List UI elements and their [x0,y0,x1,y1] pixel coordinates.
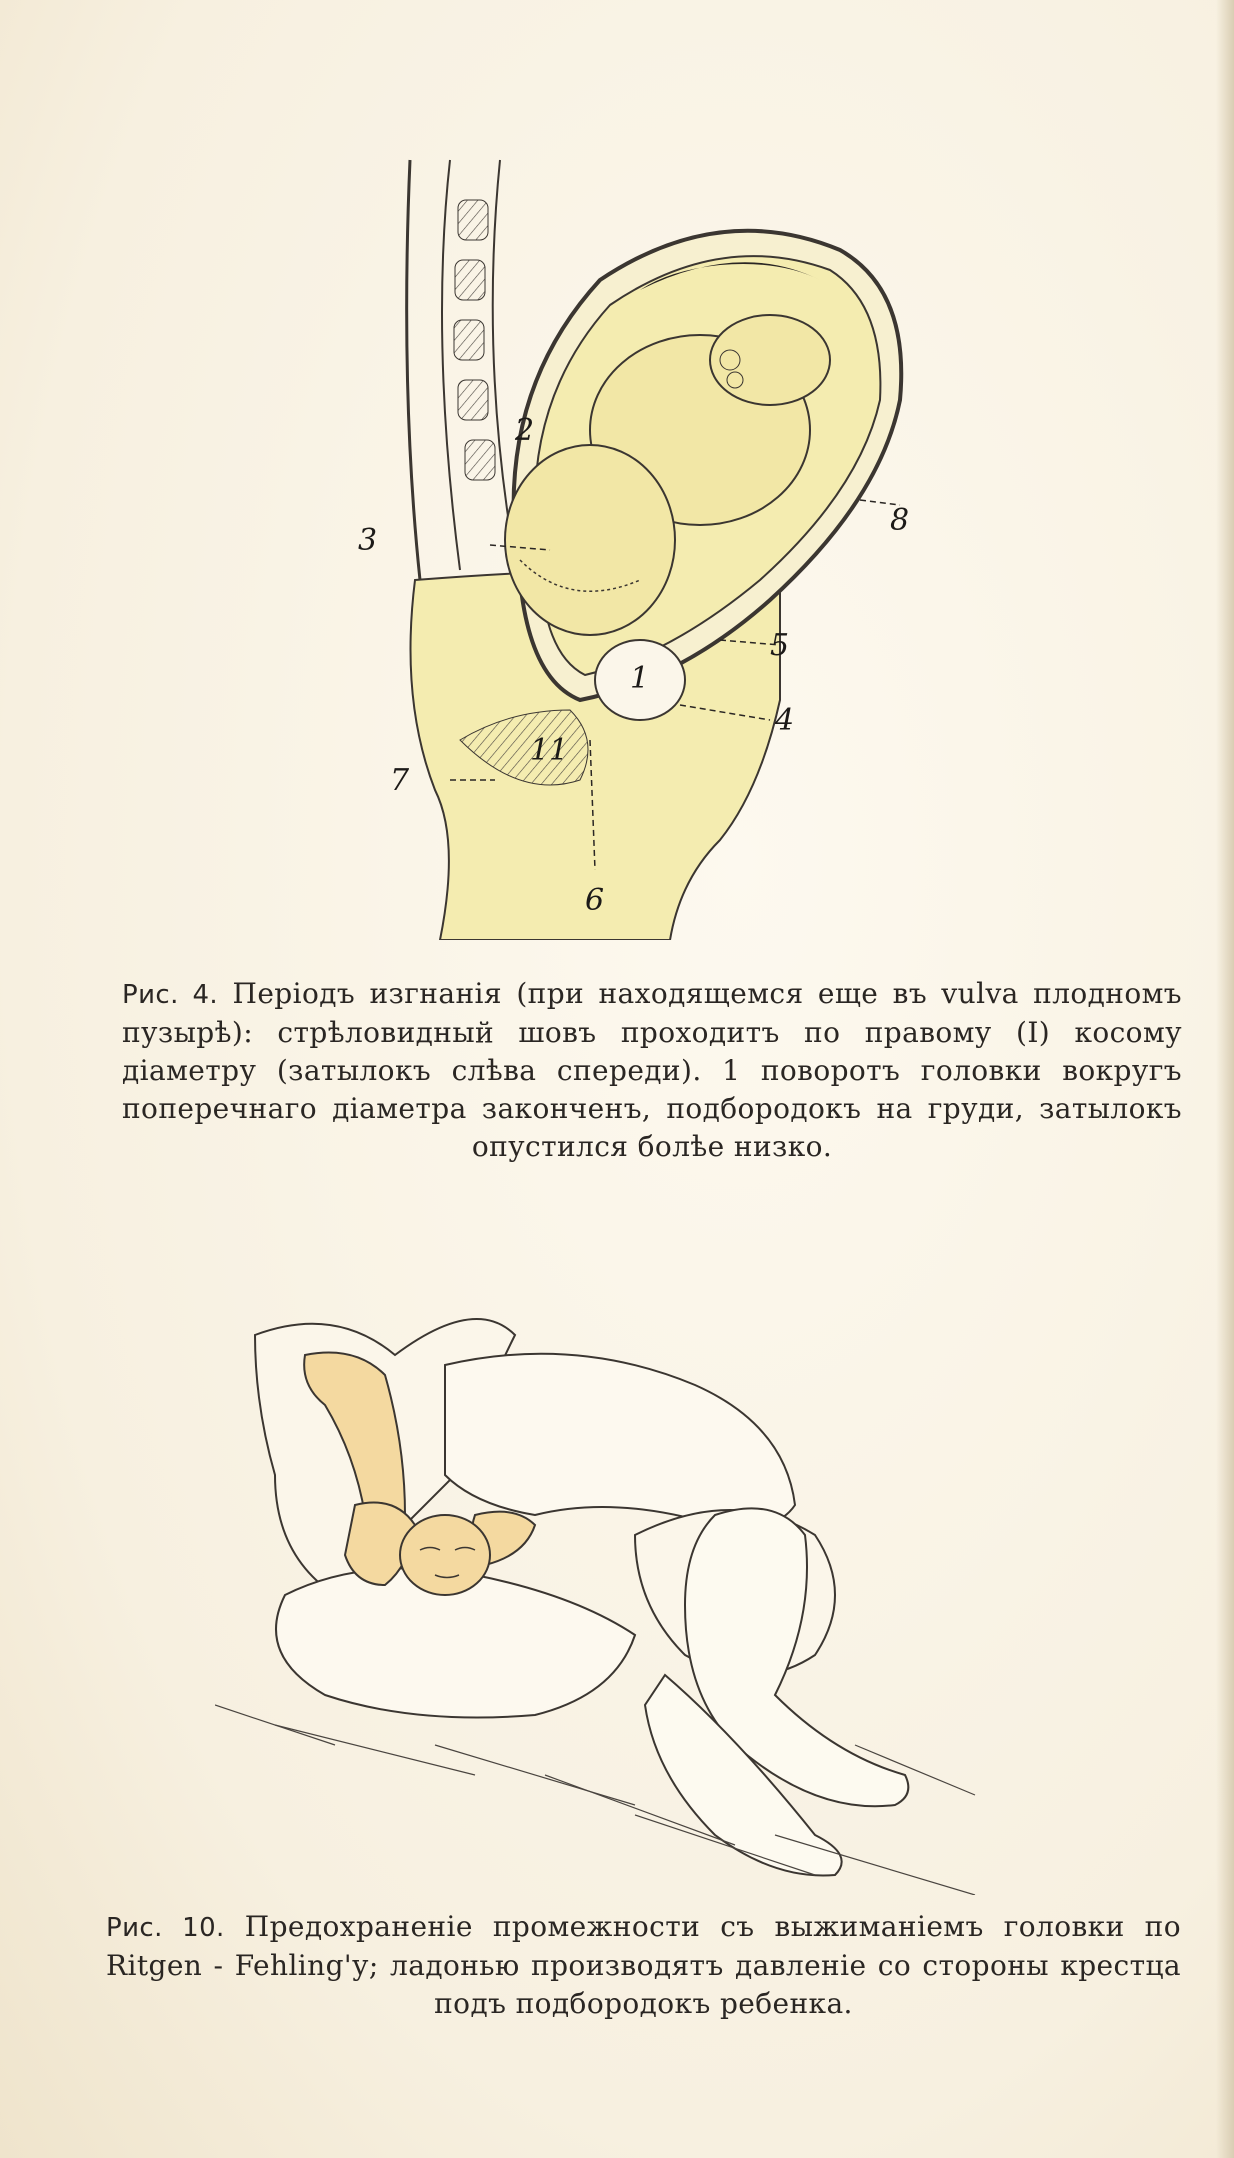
label-1: 1 [630,661,650,696]
label-4: 4 [775,703,795,738]
label-7: 7 [390,763,410,798]
figure-4-caption-text: Періодъ изгнанія (при находящемся еще въ vulva плодномъ пузырѣ): стрѣловидный шовъ проходитъ по правому (I) косому діаметру (затылокъ слѣва спереди). 1 поворотъ головки вокругъ поперечнаго діаметра законченъ, подбородокъ на груди, затылокъ опустился болѣе низко. [122,977,1183,1163]
figure-4-caption [122,975,1182,1166]
figure-10-caption-label: Рис. 10. [106,1913,225,1943]
label-2: 2 [515,413,535,448]
back-contour [407,160,420,580]
figure-10-caption [106,1908,1181,2023]
figure-10-drawing [215,1275,985,1895]
label-3: 3 [358,523,378,558]
figure-4-illustration [340,140,980,940]
label-5: 5 [770,628,790,663]
thigh [445,1354,795,1528]
figure-4-drawing [340,140,980,940]
spine [442,160,515,570]
label-11: 11 [530,733,569,768]
figure-4-caption-label: Рис. 4. [122,980,219,1010]
label-6: 6 [585,883,605,918]
label-8: 8 [890,503,910,538]
figure-10-illustration [215,1275,985,1895]
figure-10-caption-text: Предохраненіе промежности съ выжиманіемъ головки по Ritgen - Fehling'у; ладонью производятъ давленіе со стороны крестца подъ подбородокъ ребенка. [106,1910,1181,2020]
baby-head [400,1515,490,1595]
fetus-head [505,445,675,635]
page-edge [1216,0,1234,2158]
